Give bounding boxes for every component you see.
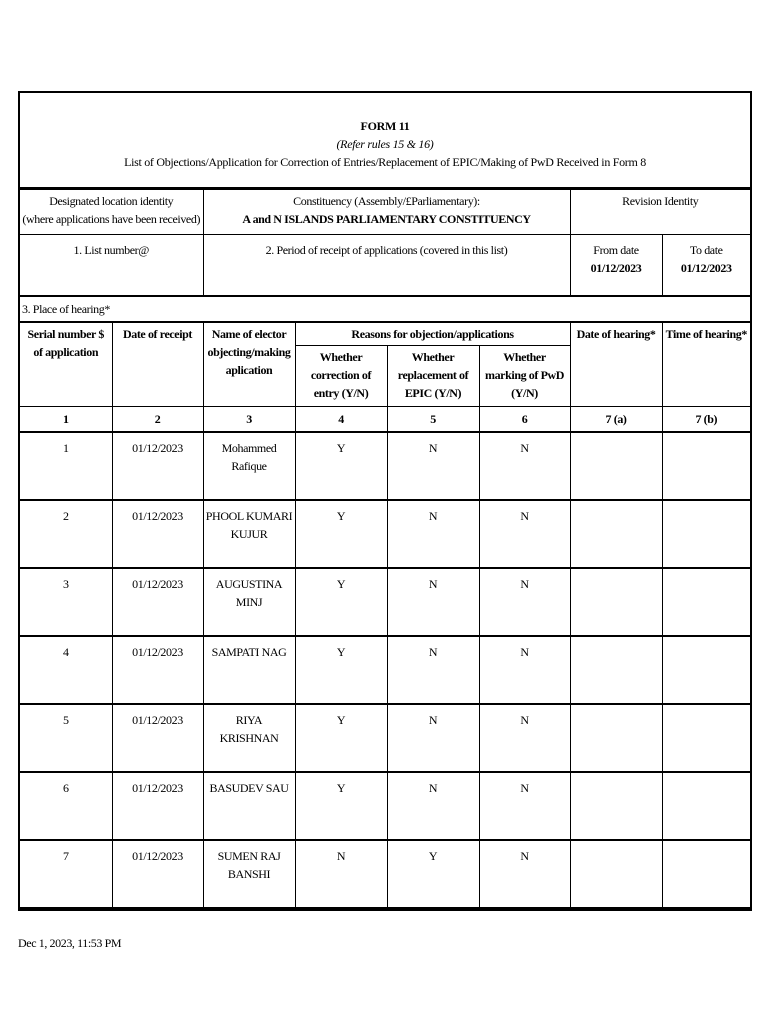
col-number: 6 [479,407,570,433]
form-title: FORM 11 [360,119,410,133]
date-receipt-cell: 01/12/2023 [112,500,203,568]
hearing-time-cell [662,772,750,840]
hearing-date-cell [570,568,662,636]
col-serial-header: Serial number $ of application [20,323,112,407]
date-receipt-cell: 01/12/2023 [112,772,203,840]
col-number: 2 [112,407,203,433]
info-table [20,189,750,322]
constituency-label: Constituency (Assembly/£Parliamentary): [293,194,480,208]
correction-cell: Y [295,432,387,500]
elector-name-cell: BASUDEV SAU [203,772,295,840]
hearing-date-cell [570,704,662,772]
elector-name-cell: AUGUSTINA MINJ [203,568,295,636]
col-number: 7 (a) [570,407,662,433]
column-number-row [20,407,750,433]
replacement-cell: N [387,500,479,568]
replacement-cell: N [387,432,479,500]
serial-cell: 7 [20,840,112,908]
hearing-time-cell [662,432,750,500]
from-date-value: 01/12/2023 [590,261,642,275]
elector-name-cell: SUMEN RAJ BANSHI [203,840,295,908]
form-11-document [18,91,752,911]
to-date-cell [662,235,750,297]
table-row [20,500,750,568]
col-reasons-header: Reasons for objection/applications [295,323,570,346]
print-timestamp: Dec 1, 2023, 11:53 PM [18,936,122,950]
hearing-date-cell [570,636,662,704]
correction-cell: Y [295,704,387,772]
serial-cell: 6 [20,772,112,840]
elector-name-cell: SAMPATI NAG [203,636,295,704]
correction-cell: N [295,840,387,908]
correction-cell: Y [295,772,387,840]
hearing-time-cell [662,704,750,772]
place-of-hearing-label: 3. Place of hearing* [20,296,750,322]
info-row-location [20,190,750,235]
serial-cell: 3 [20,568,112,636]
list-number-label: 1. List number@ [20,235,203,297]
col-number: 5 [387,407,479,433]
correction-cell: Y [295,500,387,568]
date-receipt-cell: 01/12/2023 [112,432,203,500]
form-header [20,93,750,189]
form-description: List of Objections/Application for Correction of Entries/Replacement of EPIC/Making of PwD Received in Form 8 [124,155,646,169]
constituency-value: A and N ISLANDS PARLIAMENTARY CONSTITUENCY [242,212,531,226]
replacement-cell: Y [387,840,479,908]
date-receipt-cell: 01/12/2023 [112,840,203,908]
col-hearing-time-header: Time of hearing* [662,323,750,407]
pwd-cell: N [479,704,570,772]
hearing-time-cell [662,500,750,568]
hearing-date-cell [570,840,662,908]
applications-table [20,322,750,909]
col-hearing-date-header: Date of hearing* [570,323,662,407]
place-of-hearing-row [20,296,750,322]
location-sub: (where applications have been received) [22,212,201,226]
col-number: 4 [295,407,387,433]
replacement-cell: N [387,704,479,772]
date-receipt-cell: 01/12/2023 [112,636,203,704]
elector-name-cell: RIYA KRISHNAN [203,704,295,772]
replacement-cell: N [387,636,479,704]
replacement-cell: N [387,568,479,636]
col-pwd-header: Whether marking of PwD (Y/N) [479,346,570,407]
period-label: 2. Period of receipt of applications (covered in this list) [203,235,570,297]
col-number: 7 (b) [662,407,750,433]
replacement-cell: N [387,772,479,840]
hearing-date-cell [570,772,662,840]
pwd-cell: N [479,772,570,840]
date-receipt-cell: 01/12/2023 [112,568,203,636]
col-number: 1 [20,407,112,433]
correction-cell: Y [295,568,387,636]
constituency-cell [203,190,570,235]
col-number: 3 [203,407,295,433]
location-cell [20,190,203,235]
pwd-cell: N [479,568,570,636]
table-row [20,704,750,772]
serial-cell: 4 [20,636,112,704]
col-date-receipt-header: Date of receipt [112,323,203,407]
col-replacement-header: Whether replacement of EPIC (Y/N) [387,346,479,407]
location-label: Designated location identity [49,194,174,208]
table-row [20,636,750,704]
hearing-time-cell [662,636,750,704]
from-date-cell [570,235,662,297]
table-row [20,568,750,636]
to-date-label: To date [689,243,723,257]
pwd-cell: N [479,636,570,704]
table-row [20,772,750,840]
hearing-time-cell [662,840,750,908]
pwd-cell: N [479,840,570,908]
rules-reference: (Refer rules 15 & 16) [336,137,434,151]
table-row [20,840,750,908]
col-correction-header: Whether correction of entry (Y/N) [295,346,387,407]
elector-name-cell: Mohammed Rafique [203,432,295,500]
application-rows [20,432,750,908]
column-header-row [20,323,750,346]
from-date-label: From date [593,243,639,257]
serial-cell: 1 [20,432,112,500]
correction-cell: Y [295,636,387,704]
hearing-date-cell [570,500,662,568]
pwd-cell: N [479,500,570,568]
elector-name-cell: PHOOL KUMARI KUJUR [203,500,295,568]
hearing-time-cell [662,568,750,636]
info-row-list [20,235,750,297]
hearing-date-cell [570,432,662,500]
pwd-cell: N [479,432,570,500]
table-row [20,432,750,500]
date-receipt-cell: 01/12/2023 [112,704,203,772]
revision-identity: Revision Identity [570,190,750,235]
to-date-value: 01/12/2023 [680,261,732,275]
serial-cell: 5 [20,704,112,772]
serial-cell: 2 [20,500,112,568]
col-name-header: Name of elector objecting/making aplication [203,323,295,407]
